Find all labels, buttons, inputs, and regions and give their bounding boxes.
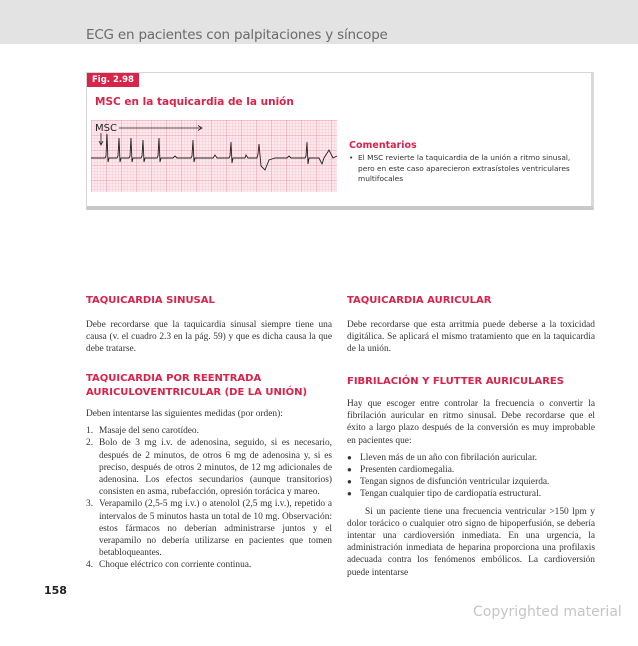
ecg-strip xyxy=(91,120,337,192)
figure-label: Fig. 2.98 xyxy=(87,73,139,87)
text-taquicardia-sinusal xyxy=(86,319,332,356)
figure-title: MSC en la taquicardia de la unión xyxy=(95,96,294,108)
list-item: 2. Bolo de 3 mg i.v. de adenosina, seguido, si es necesario, después de 2 minutos, de otros 6 mg de adenosina y, si es preciso, después de otros 2 minutos, de 12 mg adicionales de adenosina. Los efectos secundarios (aunque transitorios) consisten en asma, rubefacción, opresión torácica y mareo. xyxy=(86,438,332,498)
list-item: 4. Choque eléctrico con corriente continua. xyxy=(86,560,252,571)
comment-text: • El MSC revierte la taquicardia de la unión a ritmo sinusal, pero en este caso aparecieron extrasístoles ventriculares multifocales xyxy=(349,153,585,185)
figure-comment xyxy=(349,140,585,185)
running-head: ECG en pacientes con palpitaciones y síncope xyxy=(86,27,388,43)
paragraph: Deben intentarse las siguientes medidas (por orden): xyxy=(86,409,283,419)
paragraph: Si un paciente tiene una frecuencia ventricular >150 lpm y dolor torácico o cualquier otro signo de hipoperfusión, se debería intentar una cardioversión inmediata. En una urgencia, la administración inmediata de heparina proporciona una profilaxis adecuada contra los fenómenos embólicos. La cardioversión puede intentarse xyxy=(347,506,595,578)
heading-reentrada-line2: AURICULOVENTRICULAR (DE LA UNIÓN) xyxy=(86,387,308,398)
figure-box-shadow-bottom xyxy=(87,206,593,210)
page-number: 158 xyxy=(44,584,67,597)
steps-list xyxy=(86,425,332,571)
comment-title: Comentarios xyxy=(349,140,417,151)
ecg-msc-label: MSC xyxy=(95,123,117,134)
figure-box xyxy=(86,72,594,210)
paragraph: Debe recordarse que esta arritmia puede deberse a la toxicidad digitálica. Se aplicará el mismo tratamiento que en la taquicardia de la unión. xyxy=(347,320,595,355)
heading-taquicardia-auricular: TAQUICARDIA AURICULAR xyxy=(347,295,492,306)
list-item: ● Tengan cualquier tipo de cardiopatía estructural. xyxy=(347,489,542,500)
heading-reentrada-line1: TAQUICARDIA POR REENTRADA xyxy=(86,373,262,384)
text-reentrada xyxy=(86,408,332,572)
bullet-list xyxy=(347,452,595,501)
heading-fibrilacion: FIBRILACIÓN Y FLUTTER AURICULARES xyxy=(347,376,564,387)
paragraph: Hay que escoger entre controlar la frecuencia o convertir la fibrilación auricular en ritmo sinusal. Debe recordarse que el éxito a largo plazo después de la conversión es muy improbable en pacientes que: xyxy=(347,399,595,446)
list-item: 3. Verapamilo (2,5-5 mg i.v.) o atenolol (2,5 mg i.v.), repetido a intervalos de 5 minutos hasta un total de 10 mg. Observación: estos fármacos no deberían administrarse juntos y el verapamilo no debería utilizarse en pacientes que tomen betabloqueantes. xyxy=(86,499,332,559)
list-item: ● Lleven más de un año con fibrilación auricular. xyxy=(347,452,538,463)
heading-taquicardia-sinusal: TAQUICARDIA SINUSAL xyxy=(86,295,215,306)
watermark: Copyrighted material xyxy=(473,604,622,620)
list-item: 1. Masaje del seno carotídeo. xyxy=(86,426,199,437)
text-taquicardia-auricular xyxy=(347,319,595,356)
list-item: ● Tengan signos de disfunción ventricular izquierda. xyxy=(347,477,550,488)
list-item: ● Presenten cardiomegalia. xyxy=(347,465,455,476)
figure-box-shadow-right xyxy=(591,73,594,209)
text-fibrilacion xyxy=(347,398,595,579)
paragraph: Debe recordarse que la taquicardia sinusal siempre tiene una causa (v. el cuadro 2.3 en la pág. 59) y que es dicha causa la que debe tratarse. xyxy=(86,320,332,355)
